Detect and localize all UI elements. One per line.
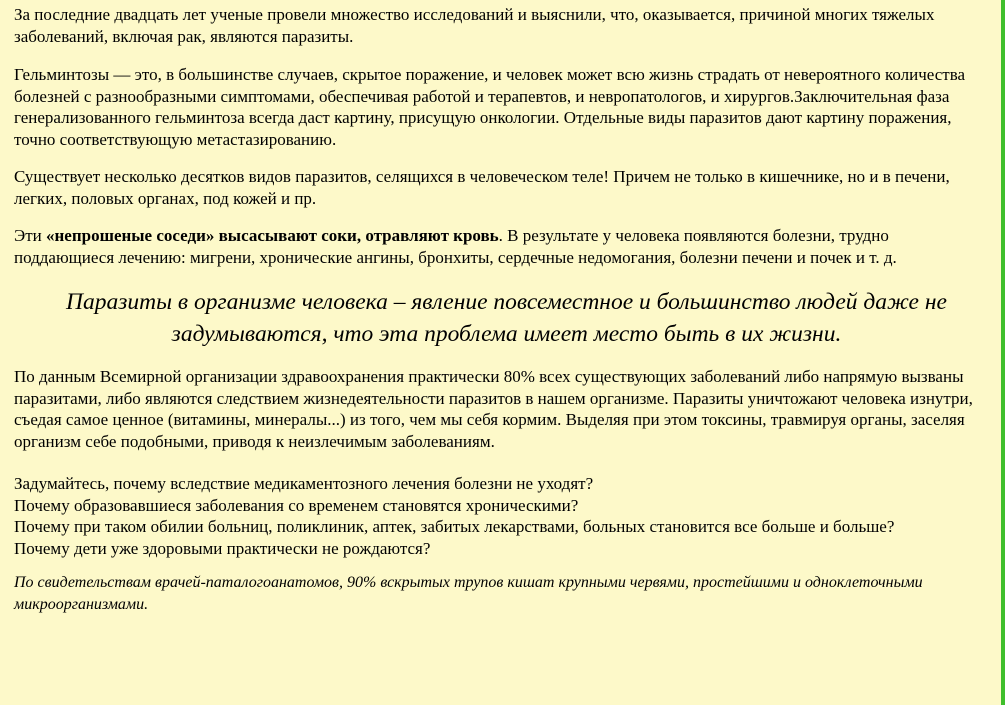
paragraph-unwanted-prefix: Эти bbox=[14, 226, 46, 245]
pathologist-footnote: По свидетельствам врачей-паталогоанатомов, 90% вскрытых трупов кишат крупными червями, простейшими и одноклеточными микроорганизмами. bbox=[14, 574, 923, 613]
article-body bbox=[14, 4, 989, 616]
paragraph-intro: За последние двадцать лет ученые провели множество исследований и выяснили, что, оказывается, причиной многих тяжелых заболеваний, включая рак, являются паразиты. bbox=[14, 5, 935, 46]
pull-quote: Паразиты в организме человека – явление повсеместное и большинство людей даже не задумываются, что эта проблема имеет место быть в их жизни. bbox=[66, 289, 947, 347]
paragraph-who-statistics: По данным Всемирной организации здравоохранения практически 80% всех существующих заболеваний либо напрямую вызваны паразитами, либо являются следствием жизнедеятельности паразитов в нашем организме. Паразиты уничтожают человека изнутри, съедая самое ценное (витамины, минералы...) из того, чем мы себя кормим. Выделяя при этом токсины, травмируя органы, заселяя организм себе подобными, приводя к неизлечимым заболеваниям. bbox=[14, 367, 973, 451]
paragraph-unwanted-bold: «непрошеные соседи» высасывают соки, отравляют кровь bbox=[46, 226, 499, 245]
paragraph-unwanted-suffix: . В результате у человека появляются болезни, трудно поддающиеся лечению: мигрени, хронические ангины, бронхиты, сердечные недомогания, болезни печени и почек и т. д. bbox=[14, 226, 897, 267]
question-line: Почему при таком обилии больниц, поликлиник, аптек, забитых лекарствами, больных становится все больше и больше? bbox=[14, 517, 895, 536]
paragraph-helminthiasis: Гельминтозы — это, в большинстве случаев, скрытое поражение, и человек может всю жизнь страдать от невероятного количества болезней с разнообразными симптомами, обеспечивая работой и терапевтов, и невропатологов, и хирургов.Заключительная фаза генерализованного гельминтоза всегда даст картину, присущую онкологии. Отдельные виды паразитов дают картину поражения, точно соответствующую метастазированию. bbox=[14, 65, 966, 149]
paragraph-parasite-species: Существует несколько десятков видов паразитов, селящихся в человеческом теле! Причем не только в кишечнике, но и в печени, легких, половых органах, под кожей и пр. bbox=[14, 167, 950, 208]
questions-block bbox=[14, 473, 989, 559]
paragraph-unwanted-neighbors bbox=[14, 225, 989, 268]
question-line: Почему дети уже здоровыми практически не рождаются? bbox=[14, 538, 431, 558]
question-line: Почему образовавшиеся заболевания со временем становятся хроническими? bbox=[14, 495, 579, 515]
question-line: Задумайтесь, почему вследствие медикаментозного лечения болезни не уходят? bbox=[14, 474, 594, 493]
